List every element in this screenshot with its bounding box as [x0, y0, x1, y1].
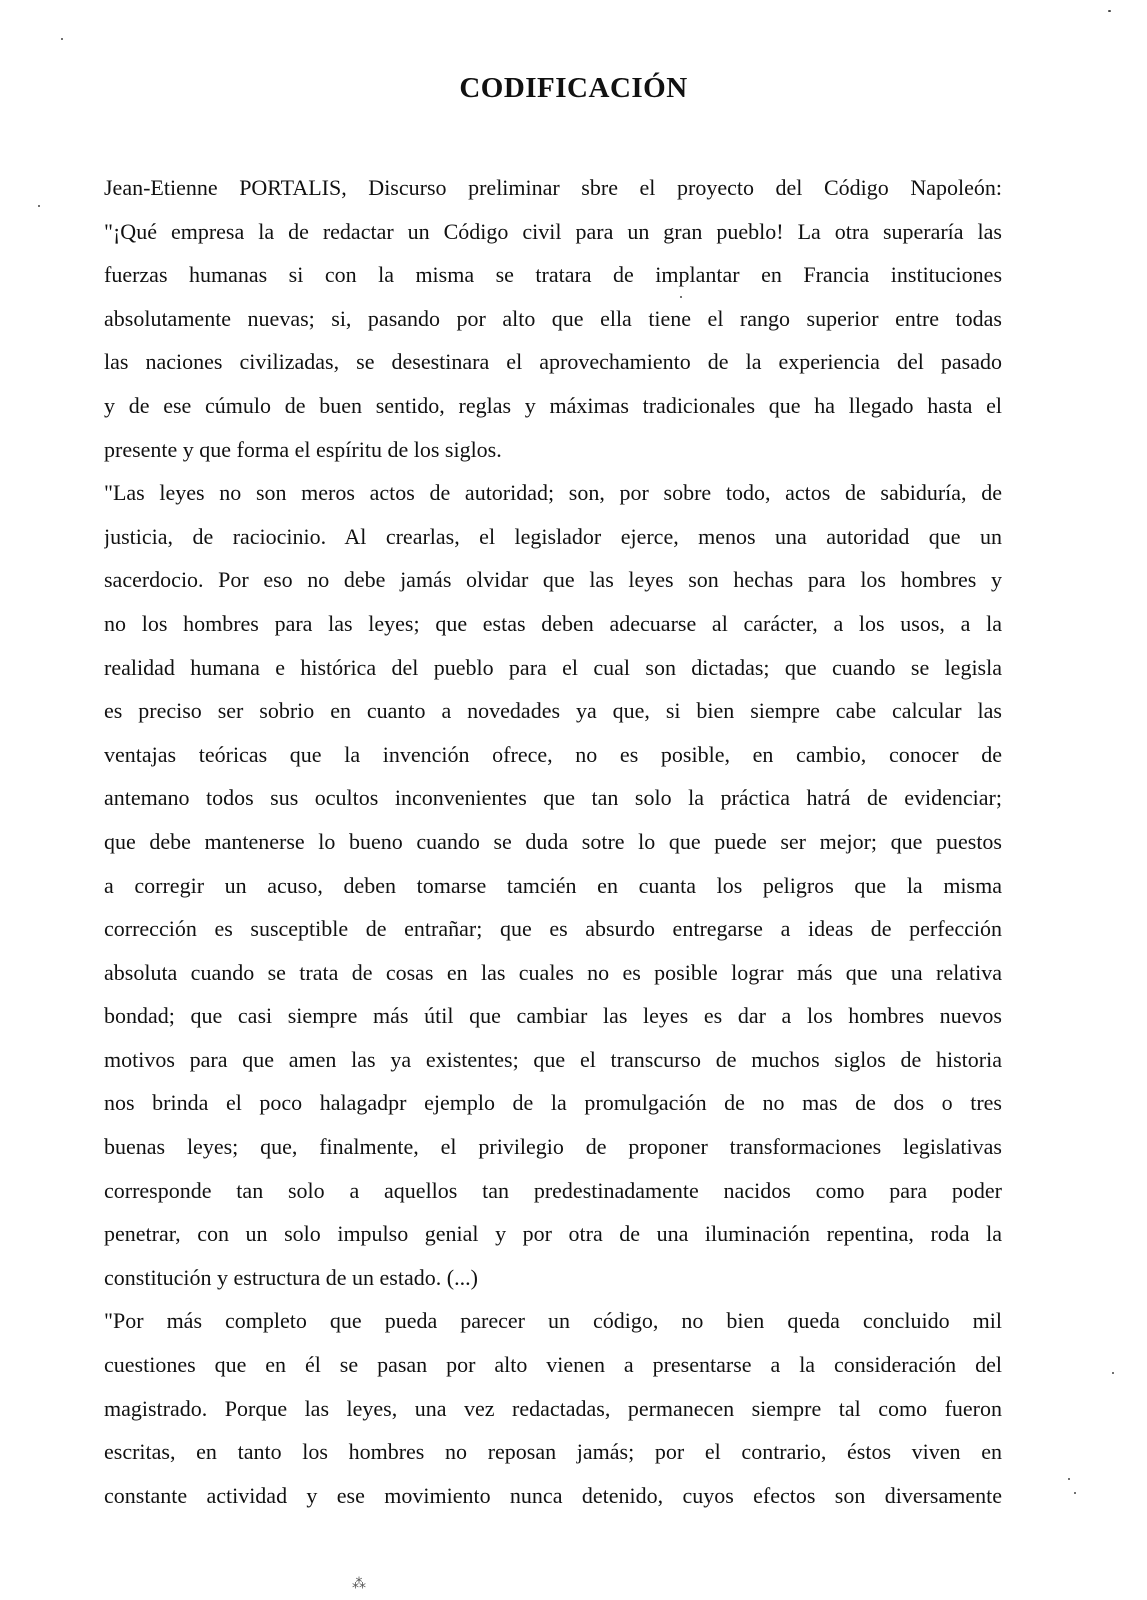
text-line: magistrado. Porque las leyes, una vez redactadas, permanecen siempre tal como fueron: [104, 1395, 1002, 1421]
text-line: es preciso ser sobrio en cuanto a novedades ya que, si bien siempre cabe calcular las: [104, 698, 1002, 724]
scan-speck: [1108, 10, 1111, 12]
text-line: ventajas teóricas que la invención ofrece, no es posible, en cambio, conocer de: [104, 741, 1002, 767]
text-line: corrección es susceptible de entrañar; que es absurdo entregarse a ideas de perfección: [104, 916, 1002, 942]
text-line: escritas, en tanto los hombres no reposan jamás; por el contrario, éstos viven en: [104, 1439, 1002, 1465]
text-line: "Por más completo que pueda parecer un código, no bien queda concluido mil: [104, 1308, 1002, 1334]
text-line: bondad; que casi siempre más útil que cambiar las leyes es dar a los hombres nuevos: [104, 1003, 1002, 1029]
text-line: antemano todos sus ocultos inconvenientes que tan solo la práctica hatrá de evidenciar;: [104, 785, 1002, 811]
text-line: que debe mantenerse lo bueno cuando se duda sotre lo que puede ser mejor; que puestos: [104, 828, 1002, 854]
document-body: [104, 166, 1002, 1517]
text-line: sacerdocio. Por eso no debe jamás olvidar que las leyes son hechas para los hombres y: [104, 567, 1002, 593]
text-line: constitución y estructura de un estado. (...): [104, 1264, 478, 1290]
text-line: no los hombres para las leyes; que estas deben adecuarse al carácter, a los usos, a la: [104, 610, 1002, 636]
text-line: fuerzas humanas si con la misma se tratara de implantar en Francia instituciones: [104, 262, 1002, 288]
text-line: nos brinda el poco halagadpr ejemplo de la promulgación de no mas de dos o tres: [104, 1090, 1002, 1116]
text-line: justicia, de raciocinio. Al crearlas, el legislador ejerce, menos una autoridad que un: [104, 523, 1002, 549]
text-line: y de ese cúmulo de buen sentido, reglas y máximas tradicionales que ha llegado hasta el: [104, 392, 1002, 418]
scan-speck: [1074, 1492, 1076, 1494]
text-line: motivos para que amen las ya existentes; que el transcurso de muchos siglos de historia: [104, 1046, 1002, 1072]
scan-speck: [1112, 1372, 1114, 1374]
text-line: absoluta cuando se trata de cosas en las cuales no es posible lograr más que una relativa: [104, 959, 1002, 985]
scan-speck: [1068, 1478, 1070, 1480]
text-line: penetrar, con un solo impulso genial y por otra de una iluminación repentina, roda la: [104, 1221, 1002, 1247]
scan-speck: [38, 205, 40, 207]
text-line: presente y que forma el espíritu de los siglos.: [104, 436, 502, 462]
text-line: realidad humana e histórica del pueblo para el cual son dictadas; que cuando se legisla: [104, 654, 1002, 680]
scan-speck: [680, 296, 682, 298]
text-line: constante actividad y ese movimiento nunca detenido, cuyos efectos son diversamente: [104, 1482, 1002, 1508]
text-line: buenas leyes; que, finalmente, el privilegio de proponer transformaciones legislativas: [104, 1134, 1002, 1160]
document-title: CODIFICACIÓN: [459, 72, 688, 104]
text-line: absolutamente nuevas; si, pasando por alto que ella tiene el rango superior entre todas: [104, 305, 1002, 331]
scan-artifact-mark: ⁂: [352, 1576, 366, 1592]
text-line: las naciones civilizadas, se desestinara el aprovechamiento de la experiencia del pasado: [104, 349, 1002, 375]
scan-speck: [61, 38, 63, 40]
text-line: a corregir un acuso, deben tomarse tamcién en cuanta los peligros que la misma: [104, 872, 1002, 898]
text-line: Jean-Etienne PORTALIS, Discurso preliminar sbre el proyecto del Código Napoleón:: [104, 175, 1002, 200]
text-line: corresponde tan solo a aquellos tan predestinadamente nacidos como para poder: [104, 1177, 1002, 1203]
text-line: "¡Qué empresa la de redactar un Código civil para un gran pueblo! La otra superaría las: [104, 218, 1002, 244]
text-line: "Las leyes no son meros actos de autoridad; son, por sobre todo, actos de sabiduría, de: [104, 480, 1002, 506]
text-line: cuestiones que en él se pasan por alto vienen a presentarse a la consideración del: [104, 1352, 1002, 1378]
